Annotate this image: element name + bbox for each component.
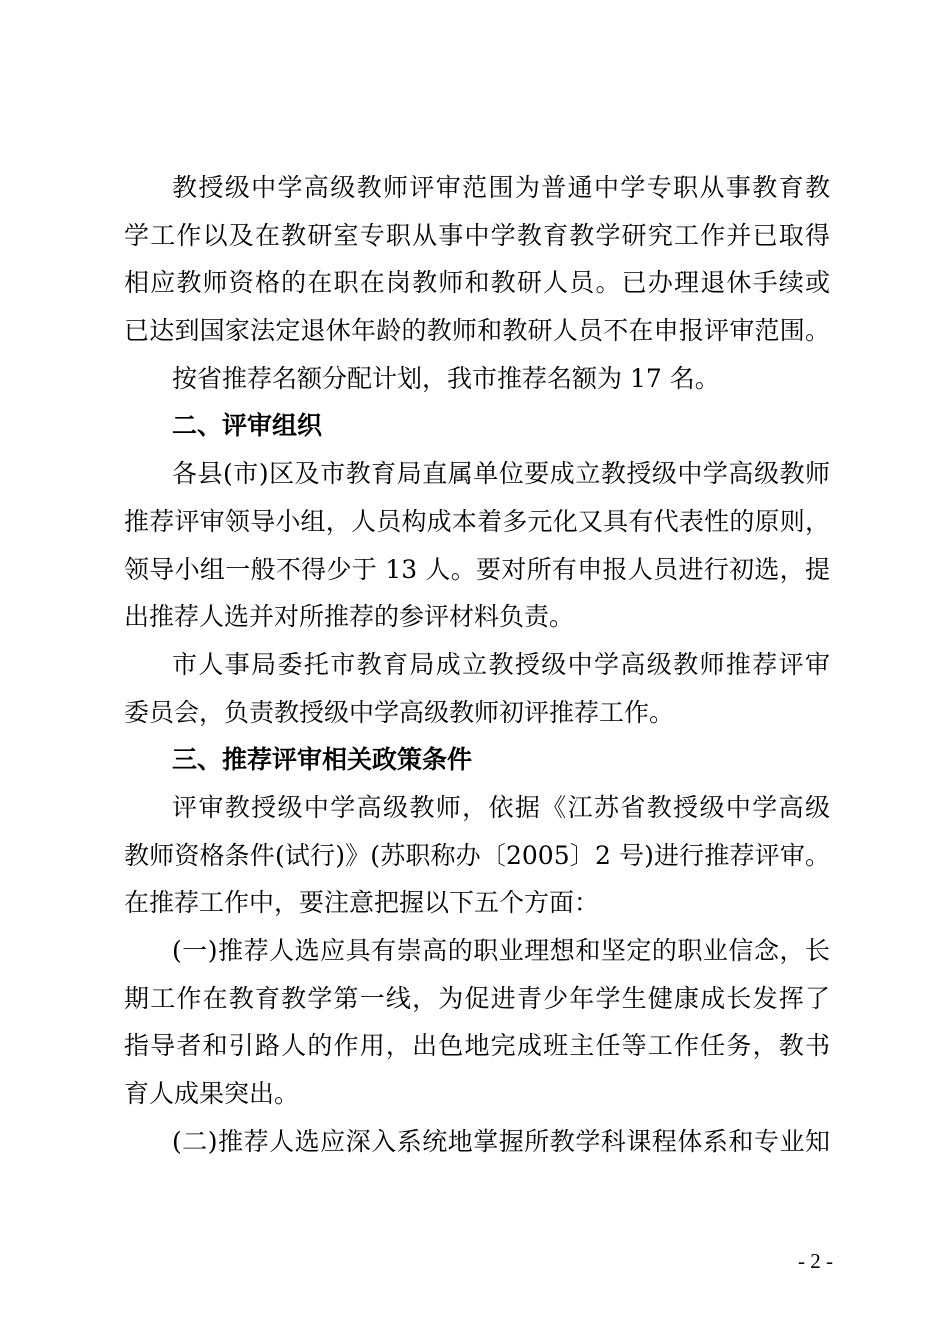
paragraph-line: 各县(市)区及市教育局直属单位要成立教授级中学高级教师 — [172, 459, 830, 488]
paragraph-line: 评审教授级中学高级教师，依据《江苏省教授级中学高级 — [172, 793, 830, 822]
paragraph-line: 指导者和引路人的作用，出色地完成班主任等工作任务，教书 — [124, 1031, 830, 1060]
paragraph-line: (一)推荐人选应具有崇高的职业理想和坚定的职业信念，长 — [172, 936, 830, 965]
paragraph-line: 出推荐人选并对所推荐的参评材料负责。 — [124, 602, 575, 631]
paragraph-line: 领导小组一般不得少于 13 人。要对所有申报人员进行初选，提 — [124, 555, 830, 584]
paragraph-line: 在推荐工作中，要注意把握以下五个方面： — [124, 888, 600, 917]
page-number: - 2 - — [798, 1249, 833, 1273]
paragraph-line: 育人成果突出。 — [124, 1079, 300, 1108]
paragraph-line: 相应教师资格的在职在岗教师和教研人员。已办理退休手续或 — [124, 268, 830, 297]
section-heading: 三、推荐评审相关政策条件 — [172, 745, 473, 774]
paragraph-line: 按省推荐名额分配计划，我市推荐名额为 17 名。 — [172, 364, 720, 393]
paragraph-line: 市人事局委托市教育局成立教授级中学高级教师推荐评审 — [172, 650, 830, 679]
paragraph-line: 推荐评审领导小组，人员构成本着多元化又具有代表性的原则， — [124, 507, 830, 536]
section-heading: 二、评审组织 — [172, 411, 323, 440]
paragraph-line: 教师资格条件(试行)》(苏职称办〔2005〕2 号)进行推荐评审。 — [124, 841, 830, 870]
paragraph-line: 已达到国家法定退休年龄的教师和教研人员不在申报评审范围。 — [124, 316, 830, 345]
paragraph-line: 学工作以及在教研室专职从事中学教育教学研究工作并已取得 — [124, 221, 830, 250]
paragraph-line: 委员会，负责教授级中学高级教师初评推荐工作。 — [124, 698, 675, 727]
paragraph-line: 教授级中学高级教师评审范围为普通中学专职从事教育教 — [172, 173, 830, 202]
paragraph-line: (二)推荐人选应深入系统地掌握所教学科课程体系和专业知 — [172, 1127, 830, 1156]
paragraph-line: 期工作在教育教学第一线，为促进青少年学生健康成长发挥了 — [124, 984, 830, 1013]
